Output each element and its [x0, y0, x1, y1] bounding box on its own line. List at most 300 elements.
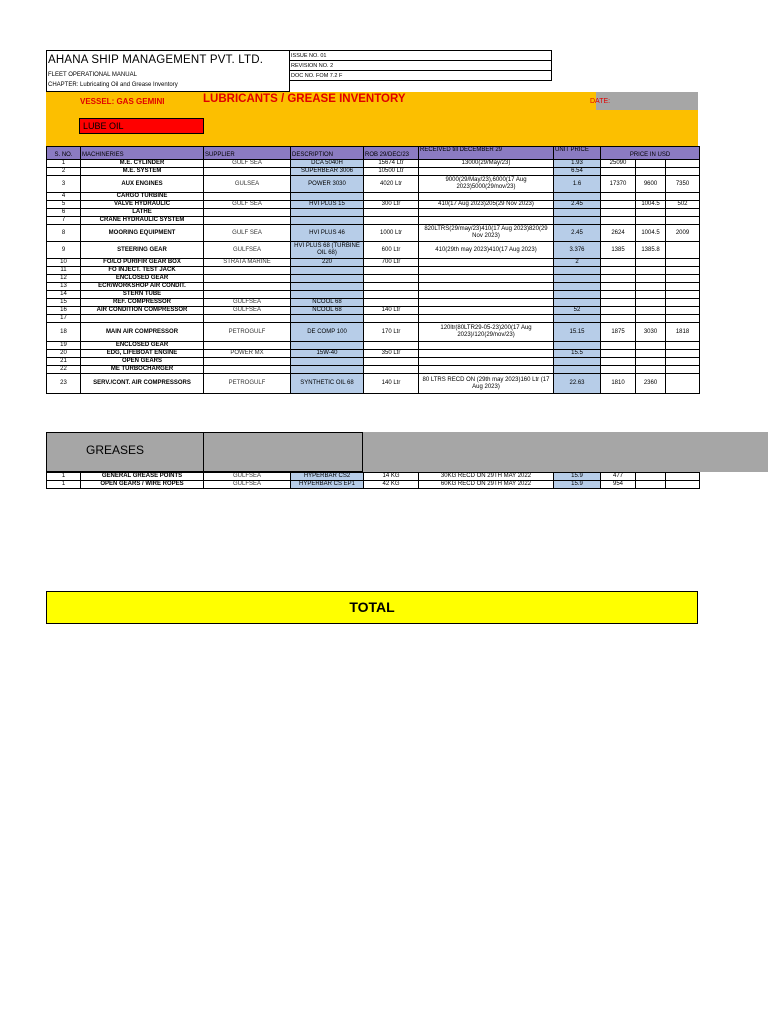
cell-supplier [204, 209, 291, 217]
col-unit-price: UNIT PRICE [554, 147, 601, 160]
cell-description: DCA 5040H [291, 160, 364, 168]
cell-price-3: 1818 [666, 323, 700, 342]
cell-supplier: GULSEA [204, 176, 291, 193]
cell-description [291, 209, 364, 217]
cell-rob [364, 267, 419, 275]
table-row [47, 201, 700, 209]
cell-received [419, 267, 554, 275]
cell-rob: 140 Ltr [364, 374, 419, 394]
cell-description [291, 358, 364, 366]
col-description: DESCRIPTION [291, 147, 364, 160]
cell-unit-price: 52 [554, 307, 601, 315]
cell-price-2 [636, 267, 666, 275]
cell-supplier [204, 366, 291, 374]
cell-price-3 [666, 275, 700, 283]
table-row [47, 315, 700, 323]
cell-sno: 1 [47, 473, 81, 481]
cell-price-3 [666, 193, 700, 201]
cell-machinery [81, 315, 204, 323]
cell-price-2 [636, 209, 666, 217]
cell-price-1 [601, 366, 636, 374]
cell-description: HYPERBAR CS EP1 [291, 481, 364, 489]
cell-price-1 [601, 168, 636, 176]
cell-received: 9000(29/May/23),6000(17 Aug 2023)5000(29/nov/23) [419, 176, 554, 193]
cell-received [419, 275, 554, 283]
cell-rob [364, 217, 419, 225]
cell-sno: 13 [47, 283, 81, 291]
cell-unit-price [554, 342, 601, 350]
cell-sno: 16 [47, 307, 81, 315]
cell-description: 15W-40 [291, 350, 364, 358]
cell-unit-price: 3.376 [554, 242, 601, 259]
cell-unit-price [554, 358, 601, 366]
grease-table [46, 472, 700, 489]
cell-supplier [204, 275, 291, 283]
cell-sno: 19 [47, 342, 81, 350]
cell-received [419, 193, 554, 201]
cell-sno: 9 [47, 242, 81, 259]
cell-price-2 [636, 168, 666, 176]
cell-supplier: GULF SEA [204, 225, 291, 242]
cell-unit-price: 15.15 [554, 323, 601, 342]
cell-sno: 18 [47, 323, 81, 342]
cell-price-3 [666, 259, 700, 267]
col-machineries: MACHINERIES [81, 147, 204, 160]
table-header-row [47, 147, 700, 160]
cell-price-2 [636, 358, 666, 366]
cell-received [419, 217, 554, 225]
cell-unit-price: 15.9 [554, 473, 601, 481]
cell-unit-price: 15.5 [554, 350, 601, 358]
lube-oil-label: LUBE OIL [79, 118, 204, 134]
cell-description: HVI PLUS 68 (TURBINE OIL 68) [291, 242, 364, 259]
cell-sno: 8 [47, 225, 81, 242]
cell-unit-price [554, 315, 601, 323]
cell-price-3 [666, 267, 700, 275]
cell-supplier [204, 291, 291, 299]
table-row [47, 209, 700, 217]
cell-rob: 170 Ltr [364, 323, 419, 342]
cell-machinery: ENCLOSED GEAR [81, 342, 204, 350]
table-row [47, 473, 700, 481]
cell-received [419, 291, 554, 299]
revision-no: REVISION NO. 2 [290, 61, 551, 71]
col-price-usd: PRICE IN USD [601, 147, 700, 160]
doc-info-box [289, 50, 552, 81]
cell-description: DE COMP 100 [291, 323, 364, 342]
table-row [47, 374, 700, 394]
cell-sno: 1 [47, 160, 81, 168]
cell-unit-price [554, 366, 601, 374]
cell-description [291, 275, 364, 283]
cell-price-2 [636, 275, 666, 283]
table-row [47, 299, 700, 307]
cell-received [419, 209, 554, 217]
greases-label: GREASES [86, 443, 145, 457]
cell-description [291, 315, 364, 323]
cell-machinery: REF. COMPRESSOR [81, 299, 204, 307]
cell-price-1 [601, 193, 636, 201]
greases-cell-blank [203, 432, 363, 472]
cell-price-2: 1385.8 [636, 242, 666, 259]
cell-sno: 17 [47, 315, 81, 323]
cell-price-1 [601, 358, 636, 366]
cell-description: HVI PLUS 46 [291, 225, 364, 242]
cell-price-1: 1385 [601, 242, 636, 259]
vessel-name: VESSEL: GAS GEMINI [80, 97, 165, 106]
cell-rob [364, 291, 419, 299]
cell-price-1 [601, 217, 636, 225]
cell-price-2: 1004.5 [636, 225, 666, 242]
cell-machinery: OPEN GEARS / WIRE ROPES [81, 481, 204, 489]
cell-price-3 [666, 481, 700, 489]
cell-price-2: 3030 [636, 323, 666, 342]
cell-rob: 350 Ltr [364, 350, 419, 358]
cell-sno: 23 [47, 374, 81, 394]
cell-supplier [204, 193, 291, 201]
cell-supplier [204, 217, 291, 225]
cell-supplier: GULF SEA [204, 160, 291, 168]
cell-unit-price [554, 209, 601, 217]
cell-rob: 4020 Ltr [364, 176, 419, 193]
cell-received [419, 307, 554, 315]
cell-machinery: FO INJECT. TEST JACK [81, 267, 204, 275]
cell-sno: 11 [47, 267, 81, 275]
cell-price-1: 954 [601, 481, 636, 489]
cell-unit-price: 2 [554, 259, 601, 267]
table-row [47, 275, 700, 283]
cell-received [419, 358, 554, 366]
cell-supplier [204, 342, 291, 350]
cell-price-2 [636, 160, 666, 168]
cell-supplier [204, 168, 291, 176]
cell-received [419, 366, 554, 374]
cell-received: 120ltr(80LTR29-05-23)200(17 Aug 2023)/120(29/nov/23) [419, 323, 554, 342]
cell-price-3 [666, 315, 700, 323]
cell-price-3 [666, 374, 700, 394]
chapter-name: CHAPTER: Lubricating Oil and Grease Inventory [48, 82, 178, 88]
cell-sno: 2 [47, 168, 81, 176]
table-row [47, 242, 700, 259]
cell-received: 80 LTRS RECD ON (29th may 2023)160 Ltr (17 Aug 2023) [419, 374, 554, 394]
cell-description [291, 342, 364, 350]
cell-received [419, 299, 554, 307]
cell-unit-price [554, 283, 601, 291]
cell-price-3 [666, 342, 700, 350]
cell-sno: 1 [47, 481, 81, 489]
cell-rob [364, 358, 419, 366]
cell-received: 30KG RECD ON 29TH MAY 2022 [419, 473, 554, 481]
cell-unit-price [554, 275, 601, 283]
cell-unit-price: 22.63 [554, 374, 601, 394]
cell-sno: 15 [47, 299, 81, 307]
cell-description: SUPERBEAR 3006 [291, 168, 364, 176]
col-received: RECEIVED till DECEMBER 29 [419, 147, 554, 160]
cell-price-1 [601, 209, 636, 217]
table-row [47, 160, 700, 168]
cell-description [291, 193, 364, 201]
cell-supplier: GULFSEA [204, 307, 291, 315]
cell-sno: 4 [47, 193, 81, 201]
cell-rob [364, 315, 419, 323]
cell-price-2: 1004.5 [636, 201, 666, 209]
cell-machinery: MOORING EQUIPMENT [81, 225, 204, 242]
table-row [47, 217, 700, 225]
cell-price-2 [636, 366, 666, 374]
cell-price-1: 1875 [601, 323, 636, 342]
cell-price-2 [636, 342, 666, 350]
cell-sno: 5 [47, 201, 81, 209]
cell-rob [364, 342, 419, 350]
cell-received [419, 283, 554, 291]
cell-price-3 [666, 358, 700, 366]
cell-price-3 [666, 160, 700, 168]
table-row [47, 350, 700, 358]
cell-price-1 [601, 299, 636, 307]
cell-sno: 21 [47, 358, 81, 366]
page-title: LUBRICANTS / GREASE INVENTORY [203, 93, 406, 105]
cell-price-1 [601, 291, 636, 299]
table-row [47, 259, 700, 267]
company-name: AHANA SHIP MANAGEMENT PVT. LTD. [48, 54, 264, 66]
cell-supplier: GULFSEA [204, 242, 291, 259]
table-row [47, 366, 700, 374]
cell-rob [364, 366, 419, 374]
table-row [47, 225, 700, 242]
cell-rob [364, 283, 419, 291]
cell-supplier: PETROGULF [204, 323, 291, 342]
cell-description [291, 267, 364, 275]
cell-description [291, 366, 364, 374]
cell-price-3 [666, 291, 700, 299]
cell-unit-price [554, 217, 601, 225]
cell-supplier: GULFSEA [204, 481, 291, 489]
col-rob: ROB 29/DEC/23 [364, 147, 419, 160]
cell-machinery: AUX ENGINES [81, 176, 204, 193]
cell-price-2 [636, 481, 666, 489]
table-row [47, 193, 700, 201]
cell-price-2 [636, 217, 666, 225]
cell-rob [364, 299, 419, 307]
cell-rob: 700 Ltr [364, 259, 419, 267]
cell-price-3 [666, 299, 700, 307]
cell-sno: 14 [47, 291, 81, 299]
cell-unit-price [554, 299, 601, 307]
cell-rob: 600 Ltr [364, 242, 419, 259]
cell-unit-price: 1.6 [554, 176, 601, 193]
cell-received: 13000(29/May/23) [419, 160, 554, 168]
cell-rob [364, 193, 419, 201]
cell-machinery: EDG, LIFEBOAT ENGINE [81, 350, 204, 358]
table-row [47, 283, 700, 291]
issue-no: ISSUE NO. 01 [290, 51, 551, 61]
cell-price-1 [601, 283, 636, 291]
cell-price-1: 2624 [601, 225, 636, 242]
cell-rob: 15674 Ltr [364, 160, 419, 168]
cell-unit-price: 6.54 [554, 168, 601, 176]
cell-price-2: 9600 [636, 176, 666, 193]
col-supplier: SUPPLIER [204, 147, 291, 160]
cell-received [419, 259, 554, 267]
cell-price-2 [636, 291, 666, 299]
cell-received: 410(29th may 2023)410(17 Aug 2023) [419, 242, 554, 259]
cell-received: 820LTRS(29/may/23)410(17 Aug 2023)820(29 Nov 2023) [419, 225, 554, 242]
cell-sno: 22 [47, 366, 81, 374]
company-header [46, 50, 290, 92]
cell-supplier: STRATA MARINE [204, 259, 291, 267]
total-label: TOTAL [46, 591, 698, 624]
table-row [47, 168, 700, 176]
cell-description: HYPERBAR CS2 [291, 473, 364, 481]
cell-rob: 1000 Ltr [364, 225, 419, 242]
cell-price-2 [636, 350, 666, 358]
cell-price-3 [666, 307, 700, 315]
cell-machinery: STERN TUBE [81, 291, 204, 299]
table-row [47, 176, 700, 193]
cell-rob [364, 209, 419, 217]
cell-unit-price [554, 193, 601, 201]
cell-received [419, 315, 554, 323]
cell-unit-price: 2.45 [554, 225, 601, 242]
cell-supplier [204, 315, 291, 323]
cell-machinery: CARGO TURBINE [81, 193, 204, 201]
cell-machinery: M.E. CYLINDER [81, 160, 204, 168]
cell-received [419, 168, 554, 176]
cell-machinery: AIR CONDITION COMPRESSOR [81, 307, 204, 315]
cell-description [291, 291, 364, 299]
cell-price-2 [636, 315, 666, 323]
cell-supplier: POWER MX [204, 350, 291, 358]
cell-description: NCOOL 68 [291, 299, 364, 307]
table-row [47, 323, 700, 342]
cell-rob: 300 Ltr [364, 201, 419, 209]
cell-sno: 10 [47, 259, 81, 267]
cell-price-2 [636, 299, 666, 307]
cell-machinery: ECR/WORKSHOP AIR CONDIT. [81, 283, 204, 291]
cell-price-1 [601, 342, 636, 350]
cell-price-1 [601, 315, 636, 323]
cell-price-3 [666, 242, 700, 259]
cell-machinery: LATHE [81, 209, 204, 217]
col-sno: S. NO. [47, 147, 81, 160]
cell-price-1 [601, 267, 636, 275]
date-label: DATE: [590, 98, 611, 105]
cell-price-1 [601, 259, 636, 267]
cell-machinery: GENERAL GREASE POINTS [81, 473, 204, 481]
cell-rob: 10500 Ltr [364, 168, 419, 176]
cell-price-2: 2360 [636, 374, 666, 394]
cell-sno: 3 [47, 176, 81, 193]
cell-price-3: 2009 [666, 225, 700, 242]
cell-price-3 [666, 350, 700, 358]
lube-oil-table [46, 146, 700, 394]
cell-supplier [204, 358, 291, 366]
cell-price-3 [666, 209, 700, 217]
cell-rob [364, 275, 419, 283]
cell-rob: 14 KG [364, 473, 419, 481]
table-row [47, 342, 700, 350]
cell-price-3 [666, 168, 700, 176]
cell-price-1 [601, 201, 636, 209]
cell-price-3 [666, 217, 700, 225]
cell-unit-price: 2.45 [554, 201, 601, 209]
table-row [47, 481, 700, 489]
manual-name: FLEET OPERATIONAL MANUAL [48, 72, 137, 78]
cell-machinery: ME TURBOCHARGER [81, 366, 204, 374]
cell-price-3: 7350 [666, 176, 700, 193]
cell-price-1 [601, 275, 636, 283]
table-row [47, 291, 700, 299]
cell-price-2 [636, 193, 666, 201]
table-row [47, 358, 700, 366]
cell-supplier: PETROGULF [204, 374, 291, 394]
cell-unit-price: 1.93 [554, 160, 601, 168]
cell-machinery: ENCLOSED GEAR [81, 275, 204, 283]
cell-price-3 [666, 366, 700, 374]
cell-supplier: GULFSEA [204, 473, 291, 481]
cell-price-3 [666, 283, 700, 291]
cell-rob: 42 KG [364, 481, 419, 489]
cell-price-1 [601, 350, 636, 358]
cell-sno: 12 [47, 275, 81, 283]
cell-received [419, 342, 554, 350]
cell-received: 60KG RECD ON 29TH MAY 2022 [419, 481, 554, 489]
cell-sno: 20 [47, 350, 81, 358]
cell-description: 220 [291, 259, 364, 267]
cell-price-1 [601, 307, 636, 315]
doc-no: DOC NO. FOM 7.2 F [291, 73, 343, 79]
cell-description: SYNTHETIC OIL 68 [291, 374, 364, 394]
cell-price-1: 25090 [601, 160, 636, 168]
table-row [47, 267, 700, 275]
cell-price-2 [636, 307, 666, 315]
cell-unit-price: 15.9 [554, 481, 601, 489]
cell-machinery: FO/LO PURIFIR GEAR BOX [81, 259, 204, 267]
cell-received [419, 350, 554, 358]
cell-unit-price [554, 267, 601, 275]
cell-sno: 6 [47, 209, 81, 217]
cell-description: POWER 3030 [291, 176, 364, 193]
cell-supplier [204, 283, 291, 291]
cell-supplier: GULFSEA [204, 299, 291, 307]
cell-price-1: 1810 [601, 374, 636, 394]
cell-supplier: GULF SEA [204, 201, 291, 209]
cell-machinery: MAIN AIR COMPRESSOR [81, 323, 204, 342]
cell-description: NCOOL 68 [291, 307, 364, 315]
cell-price-3 [666, 473, 700, 481]
cell-rob: 140 Ltr [364, 307, 419, 315]
cell-description: HVI PLUS 15 [291, 201, 364, 209]
cell-received: 410(17 Aug 2023)205(29 Nov 2023) [419, 201, 554, 209]
cell-sno: 7 [47, 217, 81, 225]
cell-machinery: OPEN GEARS [81, 358, 204, 366]
cell-machinery: M.E. SYSTEM [81, 168, 204, 176]
cell-description [291, 217, 364, 225]
cell-price-2 [636, 259, 666, 267]
cell-price-3: 502 [666, 201, 700, 209]
table-row [47, 307, 700, 315]
cell-machinery: VALVE HYDRAULIC [81, 201, 204, 209]
cell-supplier [204, 267, 291, 275]
cell-unit-price [554, 291, 601, 299]
cell-machinery: CRANE HYDRAULIC SYSTEM [81, 217, 204, 225]
cell-machinery: SERV./CONT. AIR COMPRESSORS [81, 374, 204, 394]
cell-price-2 [636, 473, 666, 481]
cell-price-2 [636, 283, 666, 291]
cell-machinery: STEERING GEAR [81, 242, 204, 259]
cell-description [291, 283, 364, 291]
cell-price-1: 17370 [601, 176, 636, 193]
